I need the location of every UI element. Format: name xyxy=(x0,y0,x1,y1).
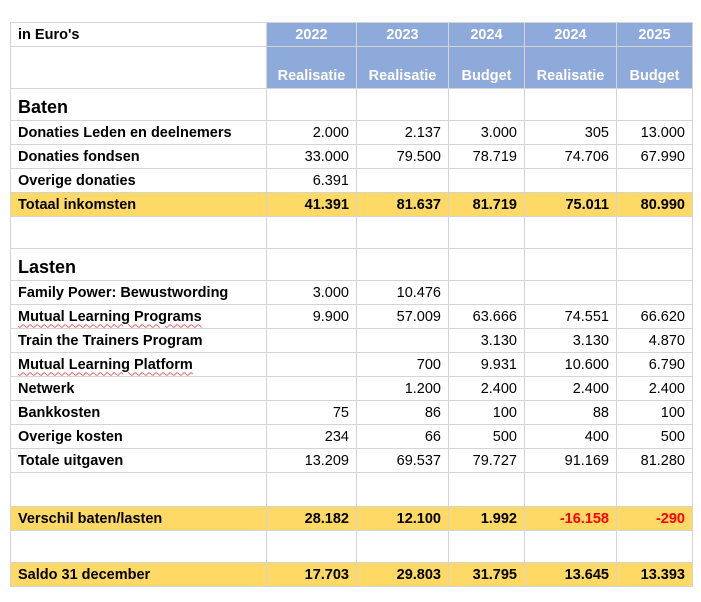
value-cell: 86 xyxy=(357,401,449,425)
value-cell: 74.706 xyxy=(525,145,617,169)
table-row xyxy=(11,353,693,377)
type-header: Realisatie xyxy=(267,47,357,89)
row-label: Netwerk xyxy=(11,377,267,401)
value-cell: 69.537 xyxy=(357,449,449,473)
row-label: Totale uitgaven xyxy=(11,449,267,473)
value-cell xyxy=(617,169,693,193)
spacer-row xyxy=(11,531,693,563)
value-cell: 9.900 xyxy=(267,305,357,329)
value-cell: 78.719 xyxy=(449,145,525,169)
value-cell xyxy=(267,329,357,353)
saldo-value: 17.703 xyxy=(267,563,357,587)
spacer-row xyxy=(11,473,693,507)
saldo-label: Saldo 31 december xyxy=(11,563,267,587)
table-row xyxy=(11,377,693,401)
section-row xyxy=(11,249,693,281)
table-row xyxy=(11,281,693,305)
value-cell: 57.009 xyxy=(357,305,449,329)
unit-label: in Euro's xyxy=(11,23,267,47)
section-title-baten: Baten xyxy=(11,89,267,121)
value-cell xyxy=(449,281,525,305)
total-row xyxy=(11,193,693,217)
value-cell: 400 xyxy=(525,425,617,449)
value-cell: 3.000 xyxy=(449,121,525,145)
value-cell: 234 xyxy=(267,425,357,449)
saldo-value: 13.645 xyxy=(525,563,617,587)
table-row xyxy=(11,401,693,425)
value-cell: 10.476 xyxy=(357,281,449,305)
type-header: Budget xyxy=(617,47,693,89)
value-cell: 63.666 xyxy=(449,305,525,329)
row-label: Family Power: Bewustwording xyxy=(11,281,267,305)
value-cell: 3.130 xyxy=(525,329,617,353)
value-cell xyxy=(357,329,449,353)
verschil-value: 1.992 xyxy=(449,507,525,531)
row-label xyxy=(11,305,267,329)
row-label: Overige donaties xyxy=(11,169,267,193)
year-header: 2025 xyxy=(617,23,693,47)
row-label-text: Mutual Learning Platform xyxy=(18,356,193,373)
value-cell: 13.000 xyxy=(617,121,693,145)
value-cell: 3.130 xyxy=(449,329,525,353)
year-header: 2023 xyxy=(357,23,449,47)
table-row xyxy=(11,425,693,449)
value-cell: 4.870 xyxy=(617,329,693,353)
type-header: Realisatie xyxy=(525,47,617,89)
value-cell: 33.000 xyxy=(267,145,357,169)
value-cell: 79.727 xyxy=(449,449,525,473)
row-label xyxy=(11,353,267,377)
value-cell: 9.931 xyxy=(449,353,525,377)
row-label: Bankkosten xyxy=(11,401,267,425)
value-cell: 88 xyxy=(525,401,617,425)
row-label: Train the Trainers Program xyxy=(11,329,267,353)
verschil-label: Verschil baten/lasten xyxy=(11,507,267,531)
table-row xyxy=(11,305,693,329)
budget-table xyxy=(10,22,693,587)
value-cell: 2.000 xyxy=(267,121,357,145)
row-label: Overige kosten xyxy=(11,425,267,449)
total-value: 81.637 xyxy=(357,193,449,217)
section-row xyxy=(11,89,693,121)
row-label: Donaties fondsen xyxy=(11,145,267,169)
verschil-row xyxy=(11,507,693,531)
section-title-lasten: Lasten xyxy=(11,249,267,281)
total-value: 41.391 xyxy=(267,193,357,217)
total-value: 75.011 xyxy=(525,193,617,217)
spacer-row xyxy=(11,217,693,249)
value-cell: 79.500 xyxy=(357,145,449,169)
saldo-value: 13.393 xyxy=(617,563,693,587)
value-cell: 75 xyxy=(267,401,357,425)
saldo-value: 31.795 xyxy=(449,563,525,587)
table-row xyxy=(11,145,693,169)
value-cell: 2.400 xyxy=(525,377,617,401)
value-cell: 305 xyxy=(525,121,617,145)
verschil-value: 12.100 xyxy=(357,507,449,531)
value-cell xyxy=(617,281,693,305)
value-cell: 81.280 xyxy=(617,449,693,473)
year-header: 2024 xyxy=(525,23,617,47)
value-cell xyxy=(357,169,449,193)
total-value: 81.719 xyxy=(449,193,525,217)
year-header: 2024 xyxy=(449,23,525,47)
value-cell: 2.137 xyxy=(357,121,449,145)
value-cell xyxy=(525,281,617,305)
header-type-row xyxy=(11,47,693,89)
value-cell: 2.400 xyxy=(617,377,693,401)
value-cell: 13.209 xyxy=(267,449,357,473)
table-row xyxy=(11,449,693,473)
value-cell: 74.551 xyxy=(525,305,617,329)
verschil-value: 28.182 xyxy=(267,507,357,531)
saldo-value: 29.803 xyxy=(357,563,449,587)
header-year-row xyxy=(11,23,693,47)
value-cell: 67.990 xyxy=(617,145,693,169)
value-cell: 6.790 xyxy=(617,353,693,377)
table-row xyxy=(11,121,693,145)
row-label: Donaties Leden en deelnemers xyxy=(11,121,267,145)
row-label-text: Mutual Learning Programs xyxy=(18,308,202,325)
value-cell xyxy=(267,353,357,377)
empty-cell xyxy=(11,47,267,89)
value-cell: 91.169 xyxy=(525,449,617,473)
value-cell: 1.200 xyxy=(357,377,449,401)
type-header: Realisatie xyxy=(357,47,449,89)
table-row xyxy=(11,169,693,193)
type-header: Budget xyxy=(449,47,525,89)
verschil-value-negative: -290 xyxy=(617,507,693,531)
value-cell: 10.600 xyxy=(525,353,617,377)
value-cell: 2.400 xyxy=(449,377,525,401)
value-cell xyxy=(267,377,357,401)
value-cell: 500 xyxy=(617,425,693,449)
value-cell: 100 xyxy=(449,401,525,425)
value-cell: 500 xyxy=(449,425,525,449)
table-row xyxy=(11,329,693,353)
value-cell: 6.391 xyxy=(267,169,357,193)
value-cell: 66 xyxy=(357,425,449,449)
total-value: 80.990 xyxy=(617,193,693,217)
verschil-value-negative: -16.158 xyxy=(525,507,617,531)
value-cell: 100 xyxy=(617,401,693,425)
value-cell: 700 xyxy=(357,353,449,377)
saldo-row xyxy=(11,563,693,587)
value-cell: 66.620 xyxy=(617,305,693,329)
total-label: Totaal inkomsten xyxy=(11,193,267,217)
value-cell xyxy=(525,169,617,193)
value-cell xyxy=(449,169,525,193)
year-header: 2022 xyxy=(267,23,357,47)
value-cell: 3.000 xyxy=(267,281,357,305)
